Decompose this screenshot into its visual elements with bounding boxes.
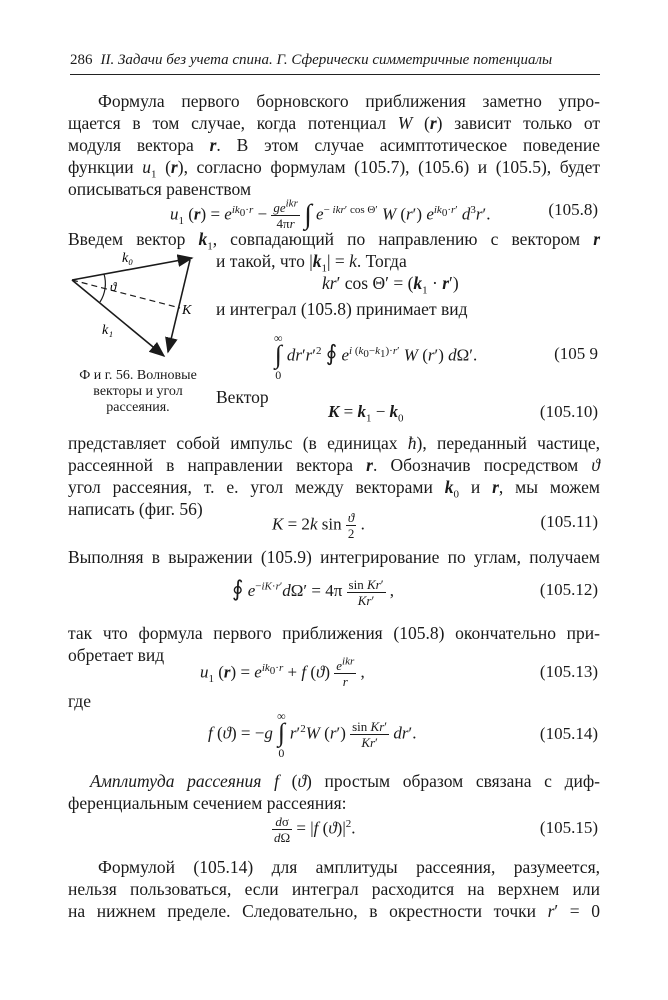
header-rule — [70, 74, 600, 75]
text-line: на нижнем пределе. Следовательно, в окрестности точки r′ = 0 — [68, 901, 600, 921]
text-line: угол рассеяния, т. е. угол между векторами $k_0$ и r, мы можем — [68, 477, 600, 501]
text-line: Выполняя в выражении (105.9) интегрирование по углам, получаем — [68, 547, 600, 567]
label-theta: ϑ — [110, 279, 117, 294]
text-line: рассеянной в направлении вектора r. Обозначив посредством ϑ — [68, 455, 600, 475]
text-line: Введем вектор $k_1$, совпадающий по направлению с вектором r — [68, 229, 601, 253]
text-line: Амплитуда рассеяния f (ϑ) простым образом связана с диф- — [90, 771, 601, 791]
text-line: написать (фиг. 56) — [68, 499, 203, 519]
figure-caption: Ф и г. 56. Волновые векторы и угол рассеяния. — [79, 368, 197, 415]
wave-vectors-figure — [66, 248, 216, 368]
text-line: Формула первого борновского приближения заметно упро- — [98, 91, 600, 111]
equation-105-8: $u_1$ $(r) = e^{ik_0\cdot r}$ − $\frac{ge^{ikr}}{4\pi r}$ ∫ $e^{- ikr' cos \Theta'}$ W (r′) $e^{ik_0\cdot r'}$ $d^3r'$. (105.8) — [170, 197, 598, 231]
text-line: модуля вектора r. В этом случае асимптотическое поведение — [68, 135, 600, 155]
label-K: K — [182, 303, 192, 318]
running-title: II. Задачи без учета спина. Г. Сферически симметричные потенциалы — [100, 52, 553, 68]
equation-105-15: $\frac{d\sigma}{d\Omega}$ = |f $(ϑ)|^2$. (105.15) — [274, 814, 598, 845]
text-line: и такой, что $|k_1| = k$. Тогда — [216, 251, 407, 275]
text-line: Формулой (105.14) для амплитуды рассеяния, разумеется, — [98, 857, 600, 877]
text-line: представляет собой импульс (в единицах ħ), переданный частице, — [68, 433, 600, 453]
equation-105-11: K = 2k sin $\frac{ϑ}{2}$ . (105.11) — [272, 510, 598, 541]
text-line: так что формула первого приближения (105.8) окончательно при- — [68, 623, 600, 643]
text-line: обретает вид — [68, 645, 165, 665]
running-header — [70, 52, 602, 69]
text-line: функции $u_1$ (r), согласно формулам (105.7), (105.6) и (105.5), будет — [68, 157, 600, 181]
text-line: Вектор — [216, 387, 269, 407]
page-number: 286 — [70, 52, 93, 68]
text-line: где — [68, 691, 91, 711]
text-line: описываться равенством — [68, 179, 252, 199]
equation-105-10: $K = k_1 - k_0$ (105.10) — [328, 402, 598, 425]
text-line: ференциальным сечением рассеяния: — [68, 793, 347, 813]
label-k1: k₁ — [102, 323, 114, 338]
equation-105-9: ∞ ∫ 0 $dr'r'^2$ ∮ $e^{i (k_0-k_1)\cdot r'}$ W (r′) dΩ′. (105 9 — [274, 331, 598, 382]
text-line: и интеграл (105.8) принимает вид — [216, 299, 468, 319]
equation-kr-cos: kr′ $\cos \Theta' = (k_1 \cdot r')$ — [322, 273, 459, 297]
equation-105-13: $u_1$ $(r) = e^{ik_0\cdot r} + f$ (ϑ) $\frac{e^{ikr}}{r}$ , (105.13) — [200, 655, 598, 689]
text-line: щается в том случае, когда потенциал W (r) зависит только от — [68, 113, 600, 133]
equation-105-14: f (ϑ) = −g ∞ ∫ 0 $r'^2W$ (r′) $\frac{\text{sin Kr′}}{Kr'}$ dr′. (105.14) — [208, 709, 598, 760]
text-line: нельзя пользоваться, если интеграл расходится на верхнем или — [68, 879, 600, 899]
equation-105-12: ∮ $e^{-iK\cdot r'}d\Omega' = 4\pi$ $\frac{\text{sin Kr′}}{Kr'}$ , (105.12) — [232, 576, 598, 608]
vector-k1 — [72, 280, 164, 356]
label-k0: k₀ — [122, 251, 134, 266]
